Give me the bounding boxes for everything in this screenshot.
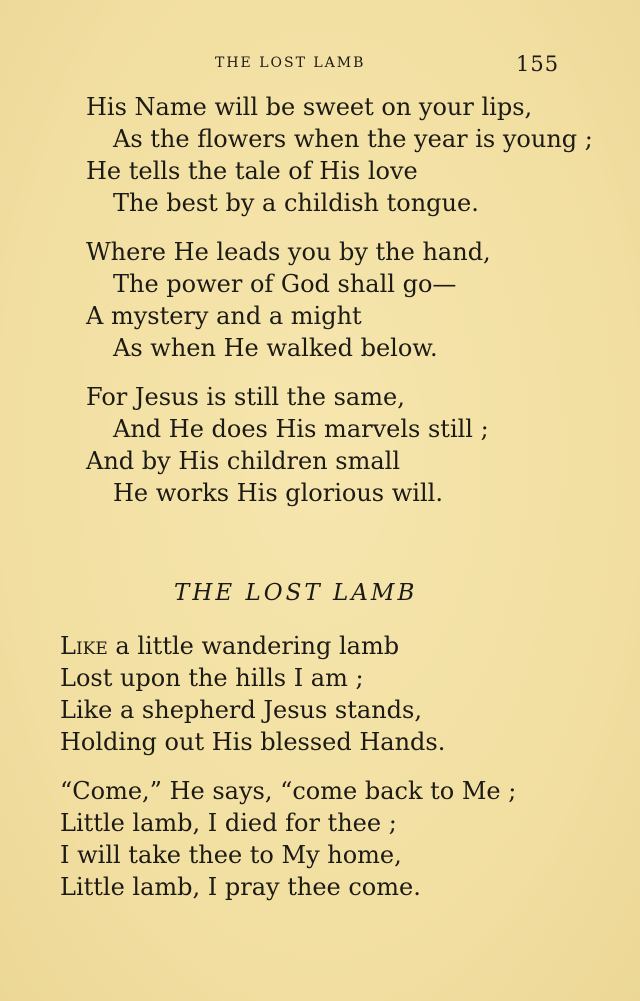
verse-line: Holding out His blessed Hands. xyxy=(60,728,446,756)
verse-line: Like a shepherd Jesus stands, xyxy=(60,696,422,724)
verse-line: “Come,” He says, “come back to Me ; xyxy=(60,777,517,805)
verse-line: And He does His marvels still ; xyxy=(113,415,489,443)
verse-line-first xyxy=(60,634,399,658)
poem-title: THE LOST LAMB xyxy=(174,580,418,606)
running-head: THE LOST LAMB xyxy=(215,55,366,71)
verse-line: Little lamb, I pray thee come. xyxy=(60,873,421,901)
verse-line: For Jesus is still the same, xyxy=(86,383,405,411)
page-number: 155 xyxy=(516,52,560,76)
verse-line: Lost upon the hills I am ; xyxy=(60,664,364,692)
verse-line: His Name will be sweet on your lips, xyxy=(86,93,533,121)
first-line-rest: a little wandering lamb xyxy=(107,632,400,660)
verse-line: He tells the tale of His love xyxy=(86,157,418,185)
verse-line: As the flowers when the year is young ; xyxy=(113,125,593,153)
drop-word: Like xyxy=(60,632,108,660)
verse-line: As when He walked below. xyxy=(113,334,438,362)
verse-line: And by His children small xyxy=(86,447,400,475)
verse-line: A mystery and a might xyxy=(86,302,362,330)
verse-line: Little lamb, I died for thee ; xyxy=(60,809,397,837)
verse-line: The power of God shall go— xyxy=(113,270,457,298)
verse-line: Where He leads you by the hand, xyxy=(86,238,491,266)
verse-line: I will take thee to My home, xyxy=(60,841,402,869)
verse-line: He works His glorious will. xyxy=(113,479,443,507)
verse-line: The best by a childish tongue. xyxy=(113,189,479,217)
